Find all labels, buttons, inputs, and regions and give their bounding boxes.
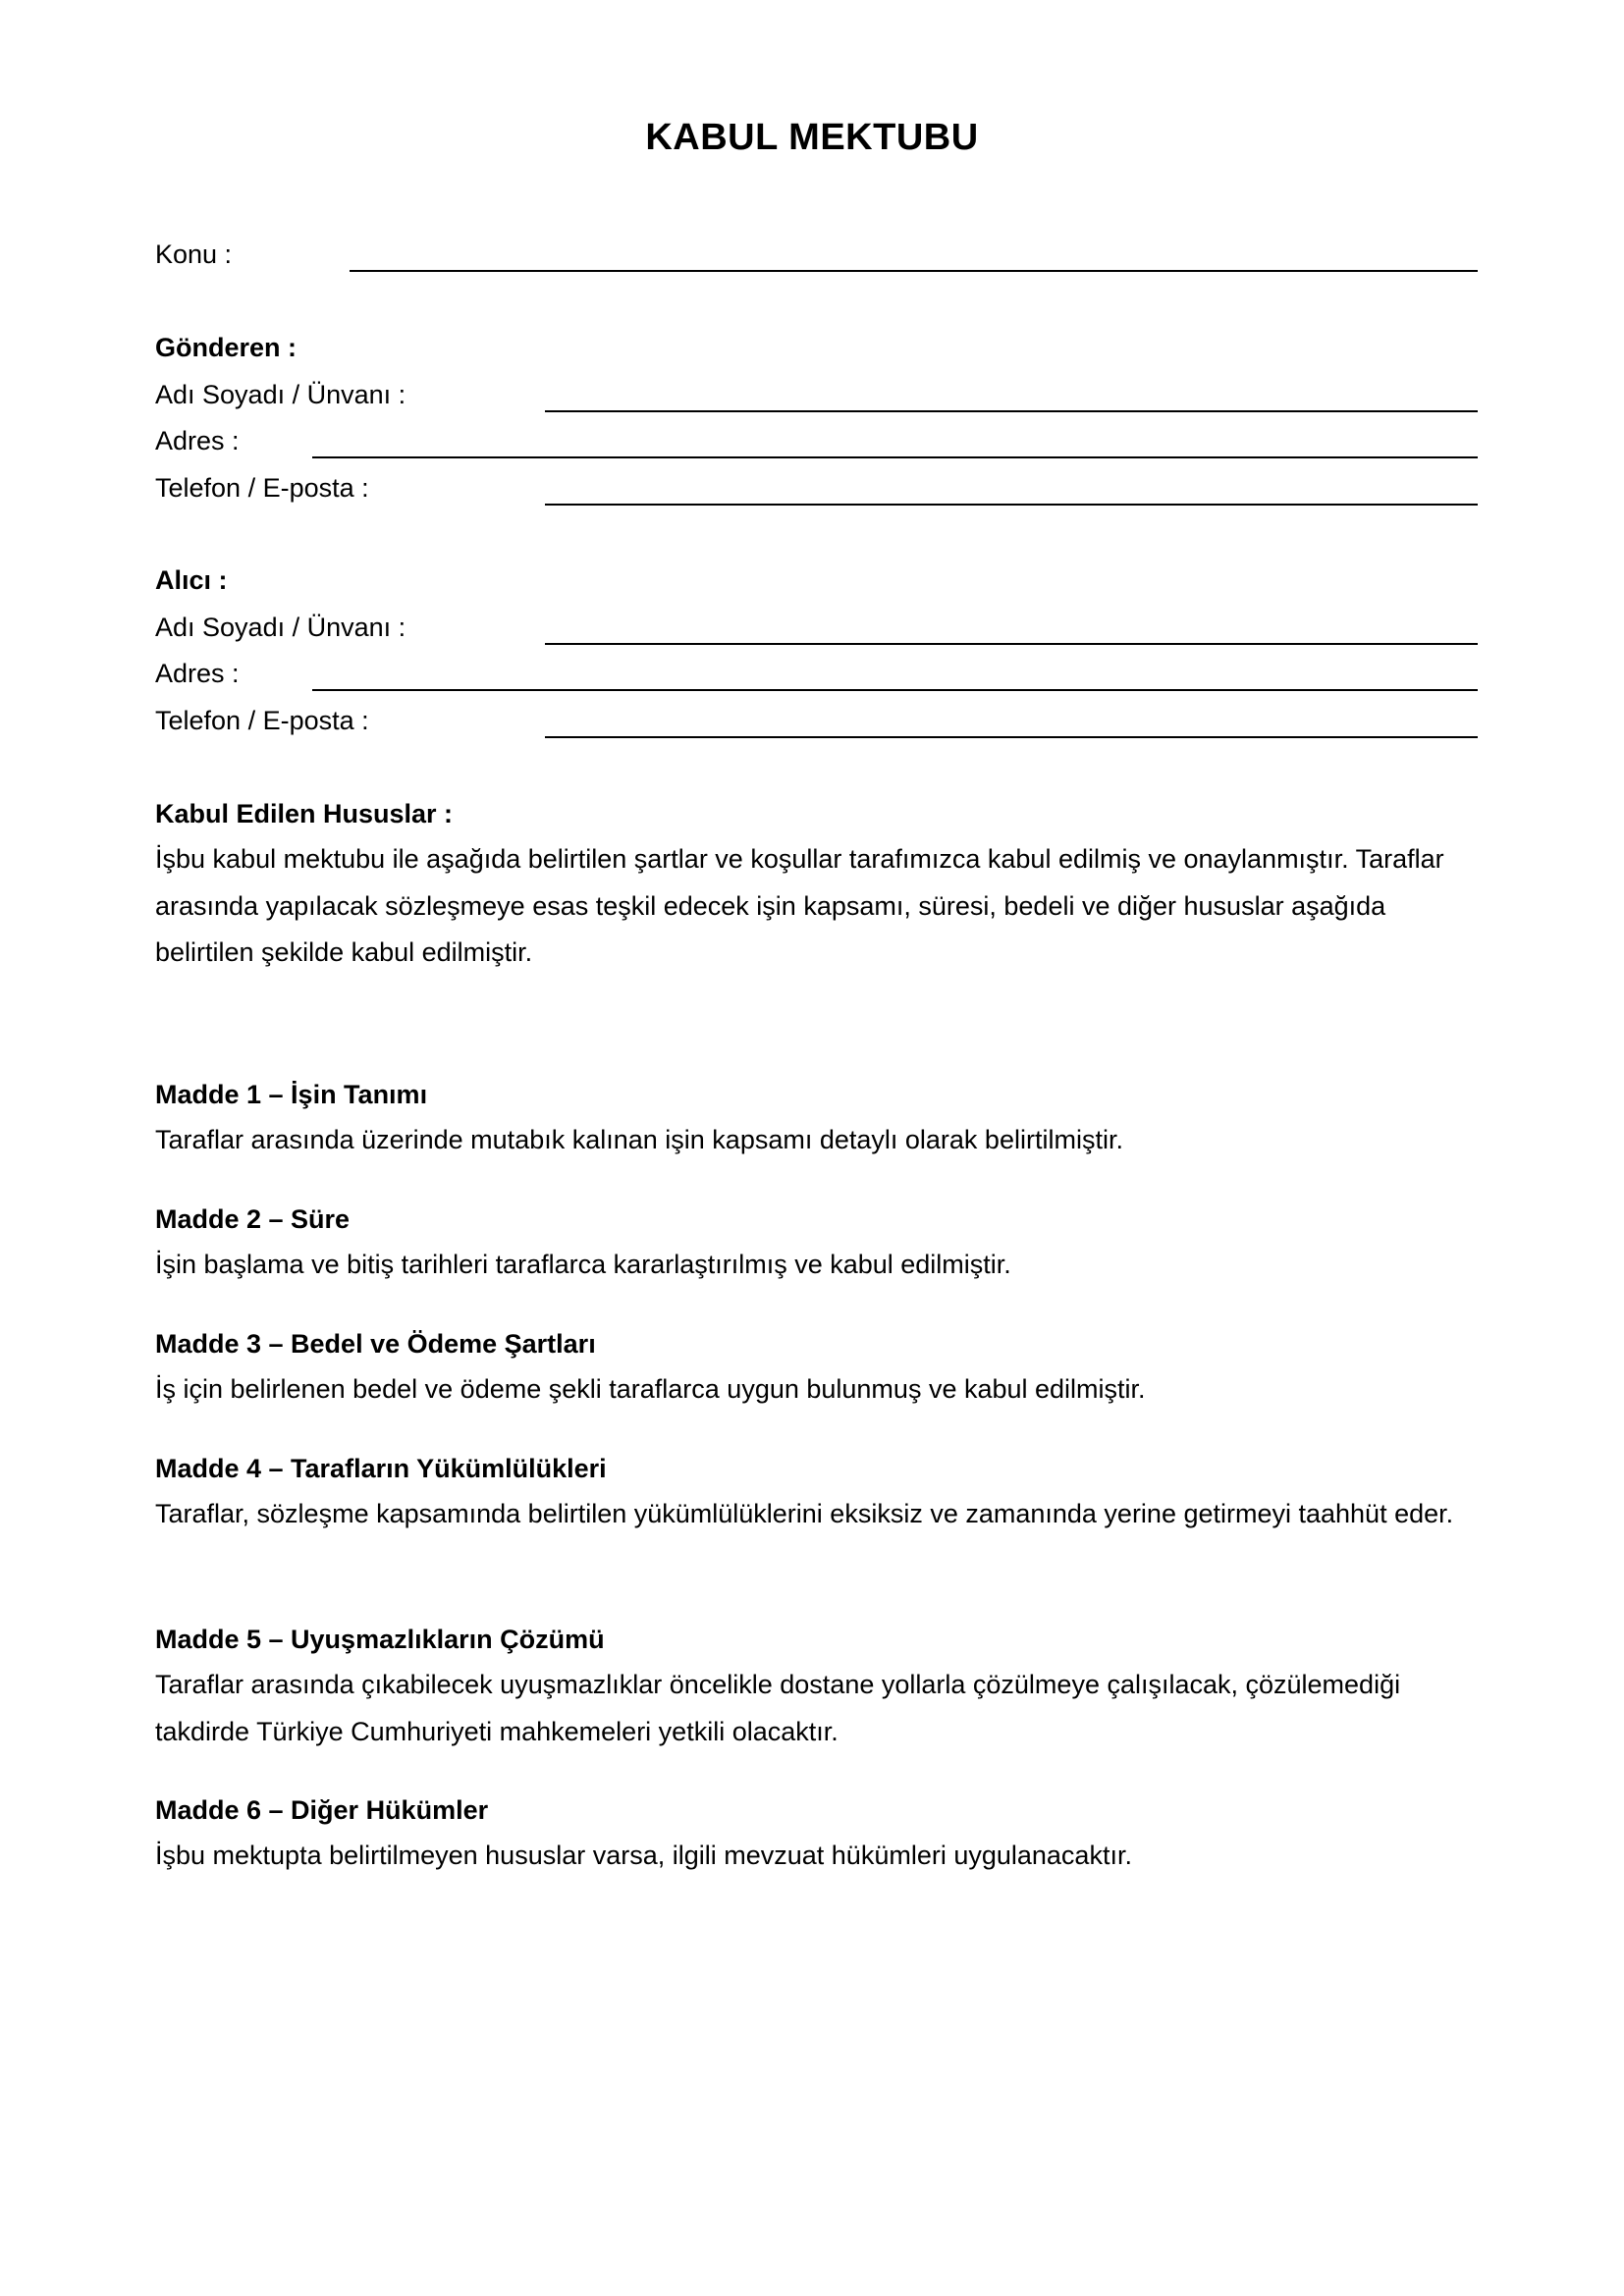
article-3-text: İş için belirlenen bedel ve ödeme şekli taraflarca uygun bulunmuş ve kabul edilmiştir. bbox=[155, 1374, 1146, 1404]
sender-contact-label: Telefon / E-posta : bbox=[155, 473, 369, 503]
article-5-text: Taraflar arasında çıkabilecek uyuşmazlıklar öncelikle dostane yollarla çözülmeye çalışılacak, çözülemediği takdirde Türkiye Cumhuriyeti mahkemeleri yetkili olacaktır. bbox=[155, 1670, 1401, 1746]
document-title: KABUL MEKTUBU bbox=[645, 117, 979, 158]
accepted-body: İşbu kabul mektubu ile aşağıda belirtilen şartlar ve koşullar tarafımızca kabul edilmiş ve onaylanmıştır. Taraflar arasında yapılacak sözleşmeye esas teşkil edecek işin kapsamı, süresi, bedeli ve diğer hususlar aşağıda belirtilen şekilde kabul edilmiştir. bbox=[155, 844, 1444, 967]
recipient-heading: Alıcı : bbox=[155, 565, 228, 595]
article-5-title: Madde 5 – Uyuşmazlıkların Çözümü bbox=[155, 1625, 605, 1654]
article-6-text: İşbu mektupta belirtilmeyen hususlar varsa, ilgili mevzuat hükümleri uygulanacaktır. bbox=[155, 1841, 1132, 1870]
accepted-heading: Kabul Edilen Hususlar : bbox=[155, 799, 454, 828]
recipient-contact-label: Telefon / E-posta : bbox=[155, 706, 369, 735]
article-1-text: Taraflar arasında üzerinde mutabık kalınan işin kapsamı detaylı olarak belirtilmiştir. bbox=[155, 1125, 1123, 1154]
sender-address-fill-line bbox=[312, 456, 1478, 458]
sender-name-label: Adı Soyadı / Ünvanı : bbox=[155, 380, 406, 409]
recipient-address-fill-line bbox=[312, 689, 1478, 691]
sender-contact-fill-line bbox=[545, 504, 1478, 506]
sender-heading: Gönderen : bbox=[155, 333, 298, 362]
recipient-name-fill-line bbox=[545, 643, 1478, 645]
article-2-text: İşin başlama ve bitiş tarihleri taraflarca kararlaştırılmış ve kabul edilmiştir. bbox=[155, 1250, 1011, 1279]
article-2-title: Madde 2 – Süre bbox=[155, 1204, 351, 1234]
recipient-address-label: Adres : bbox=[155, 659, 240, 688]
article-1-title: Madde 1 – İşin Tanımı bbox=[155, 1080, 428, 1109]
recipient-name-label: Adı Soyadı / Ünvanı : bbox=[155, 613, 406, 642]
sender-address-label: Adres : bbox=[155, 426, 240, 455]
article-4-title: Madde 4 – Tarafların Yükümlülükleri bbox=[155, 1454, 607, 1483]
subject-fill-line bbox=[350, 270, 1478, 272]
article-4-text: Taraflar, sözleşme kapsamında belirtilen yükümlülüklerini eksiksiz ve zamanında yerine getirmeyi taahhüt eder. bbox=[155, 1499, 1454, 1528]
subject-label: Konu : bbox=[155, 240, 233, 269]
article-3-title: Madde 3 – Bedel ve Ödeme Şartları bbox=[155, 1329, 596, 1359]
article-6-title: Madde 6 – Diğer Hükümler bbox=[155, 1795, 489, 1825]
recipient-contact-fill-line bbox=[545, 736, 1478, 738]
sender-name-fill-line bbox=[545, 410, 1478, 412]
